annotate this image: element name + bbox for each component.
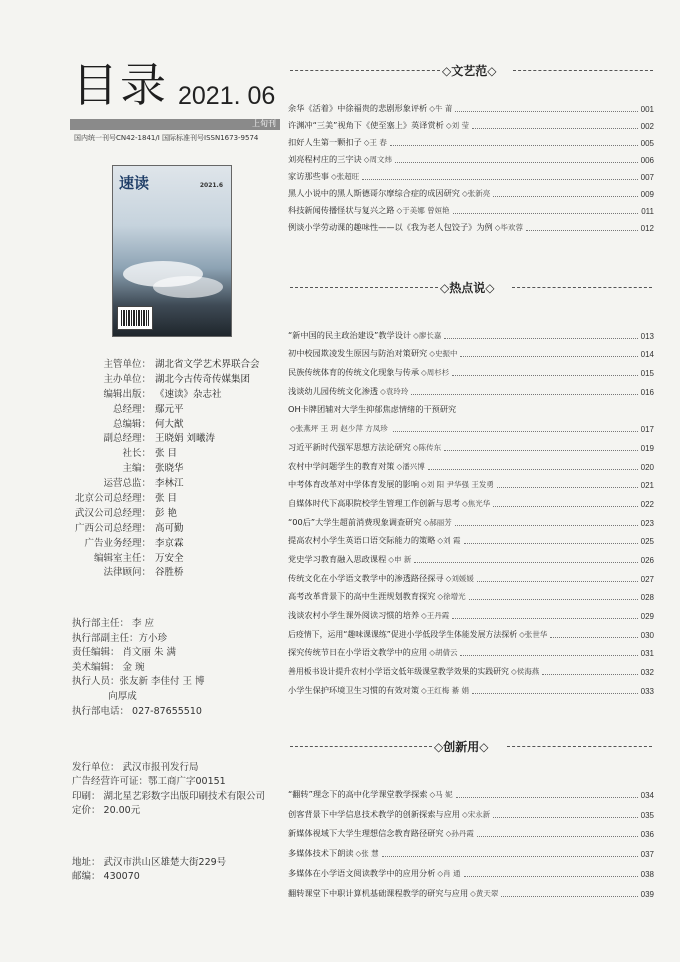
barcode-icon xyxy=(117,306,153,330)
toc-entry[interactable]: 扣好人生第一颗扣子 ◇王 春 005 xyxy=(288,137,654,148)
section-divider xyxy=(290,287,438,288)
toc-entry[interactable]: 传统文化在小学语文教学中的渗透路径探寻 ◇刘媛媛 027 xyxy=(288,572,654,584)
toc-entry[interactable]: 中考体育改革对中学体育发展的影响 ◇刘 阳 尹华强 王发勇 021 xyxy=(288,479,654,491)
toc-entry[interactable]: 科技新闻传播怪状与复兴之路 ◇于美娜 曾姮艳 011 xyxy=(288,205,654,216)
title-bar-label: 上旬刊 xyxy=(252,119,276,128)
toc-entry[interactable]: 许渊冲“三美”视角下《使至塞上》英译赏析 ◇刘 莹 002 xyxy=(288,120,654,131)
toc-entry[interactable]: 创客背景下中学信息技术教学的创新探索与应用 ◇宋永新 035 xyxy=(288,808,654,820)
address-block xyxy=(72,856,302,885)
toc-section-redianshuo xyxy=(288,322,654,696)
issue-number: 2021. 06 xyxy=(178,82,276,110)
toc-entry[interactable]: 浅谈幼儿园传统文化渗透 ◇袁玲玲 016 xyxy=(288,385,654,397)
editor-row: 责任编辑： 肖文丽 朱 满 xyxy=(72,647,177,659)
toc-entry[interactable]: 初中校园欺凌发生原因与防治对策研究 ◇史振中 014 xyxy=(288,348,654,360)
credit-row: 运营总监： 李林江 xyxy=(103,478,184,490)
toc-entry[interactable]: 翻转课堂下中职计算机基础课程教学的研究与应用 ◇黄天翠 039 xyxy=(288,887,654,899)
toc-entry[interactable]: 农村中学问题学生的教育对策 ◇潘兴博 020 xyxy=(288,460,654,472)
toc-entry[interactable]: 浅谈农村小学生课外阅读习惯的培养 ◇王丹霞 029 xyxy=(288,610,654,621)
price: 定价： 20.00元 xyxy=(72,805,141,817)
toc-entry[interactable]: 例谈小学劳动课的趣味性——以《我为老人包饺子》为例 ◇毕欢蓉 012 xyxy=(288,222,654,233)
toc-entry[interactable]: 提高农村小学生英语口语交际能力的策略 ◇刘 霞 025 xyxy=(288,535,654,547)
credit-row: 主编： 张晓华 xyxy=(122,463,184,475)
staff-credits xyxy=(72,358,302,581)
toc-entry[interactable]: 多媒体在小学语文阅读教学中的应用分析 ◇肖 通 038 xyxy=(288,867,654,879)
toc-entry[interactable]: 余华《活着》中徐福贵的悲剧形象评析 ◇牛 莆 001 xyxy=(288,103,654,114)
section-title-chuangxinyong: ◇创新用◇ xyxy=(434,740,489,754)
toc-entry[interactable]: 黑人小说中的黑人斯德哥尔摩综合症的成因研究 ◇张新亮 009 xyxy=(288,188,654,199)
cover-issue: 2021.6 xyxy=(199,182,223,189)
toc-entry[interactable]: 新媒体视域下大学生理想信念教育路径研究 ◇孙丹霞 036 xyxy=(288,828,654,840)
editor-row: 执行部副主任：方小珍 xyxy=(72,632,168,644)
toc-entry[interactable]: 习近平新时代强军思想方法论研究 ◇陈传东 019 xyxy=(288,441,654,453)
address: 地址： 武汉市洪山区雄楚大街229号 xyxy=(72,857,227,868)
editor-phone: 执行部电话： 027-87655510 xyxy=(72,705,202,717)
toc-entry[interactable]: 自媒体时代下高职院校学生管理工作创新与思考 ◇焦光华 022 xyxy=(288,497,654,509)
section-divider xyxy=(512,287,652,288)
toc-entry[interactable]: 后疫情下，运用“趣味课课练”促进小学低段学生体能发展方法探析 ◇张世华 030 xyxy=(288,629,654,640)
toc-entry[interactable]: 家访那些事 ◇张超旺 007 xyxy=(288,171,654,182)
toc-entry[interactable]: 小学生保护环境卫生习惯的有效对策 ◇王红梅 綦 娟 033 xyxy=(288,684,654,696)
section-divider xyxy=(290,70,440,71)
toc-entry[interactable]: “00后”大学生超前消费现象调查研究 ◇郝丽芳 023 xyxy=(288,516,654,528)
credit-row: 总编辑： 何大猷 xyxy=(112,418,184,430)
section-title-wenyifan: ◇文艺范◇ xyxy=(442,64,497,78)
toc-entry[interactable]: 党史学习教育融入思政课程 ◇申 新 026 xyxy=(288,553,654,565)
page-title: 目录 xyxy=(72,58,168,112)
credit-row: 北京公司总经理： 张 目 xyxy=(74,493,178,505)
section-divider xyxy=(290,746,432,747)
toc-entry[interactable]: “新中国的民主政治建设”教学设计 ◇廖长嘉 013 xyxy=(288,329,654,341)
toc-entry[interactable]: 高考改革背景下的高中生涯规划教育探究 ◇徐增光 028 xyxy=(288,591,654,603)
credit-row: 编辑出版： 《速读》杂志社 xyxy=(103,388,222,400)
publisher-row: 广告经营许可证：鄂工商广字00151 xyxy=(72,776,226,788)
credit-row: 副总经理： 王晓娟 刘曦涛 xyxy=(103,433,216,445)
toc-entry[interactable]: OH卡牌团辅对大学生抑郁焦虑情绪的干预研究 xyxy=(288,404,457,415)
section-divider xyxy=(513,70,653,71)
credit-row: 法律顾问： 谷胜桥 xyxy=(103,567,184,579)
toc-entry[interactable]: 善用板书设计提升农村小学语文低年级课堂教学效果的实践研究 ◇侯海燕 032 xyxy=(288,667,654,678)
toc-entry[interactable]: 探究传统节日在小学语文教学中的应用 ◇胡倩云 031 xyxy=(288,647,654,659)
editor-row: 执行人员：张友新 李佳付 王 博 xyxy=(72,676,205,688)
editor-row: 向厚成 xyxy=(72,690,137,702)
credit-row: 广告业务经理： 李京霖 xyxy=(84,537,184,549)
credit-row: 主办单位： 湖北今古传奇传媒集团 xyxy=(103,373,251,385)
credit-row: 总经理： 鄢元平 xyxy=(112,403,184,415)
postcode: 邮编： 430070 xyxy=(72,871,140,883)
editors-block xyxy=(72,617,302,719)
toc-section-wenyifan xyxy=(288,97,654,233)
toc-entry[interactable]: 民族传统体育的传统文化现象与传承 ◇周杉杉 015 xyxy=(288,367,654,379)
toc-entry[interactable]: 多媒体技术下朗读 ◇张 慧 037 xyxy=(288,848,654,860)
toc-section-chuangxinyong xyxy=(288,780,654,899)
cover-logo: 速读 xyxy=(119,174,150,192)
publisher-row: 发行单位： 武汉市报刊发行局 xyxy=(72,762,199,773)
credit-row: 主管单位： 湖北省文学艺术界联合会 xyxy=(103,359,260,370)
editor-row: 美术编辑： 金 琬 xyxy=(72,661,145,673)
editor-row: 执行部主任： 李 应 xyxy=(72,618,155,629)
toc-entry-continued[interactable]: ◇张燕坪 王 玥 赵少萍 方凤珍 017 xyxy=(290,424,654,435)
cover-cloud xyxy=(153,276,223,298)
credit-row: 武汉公司总经理： 彭 艳 xyxy=(74,507,178,519)
credit-row: 社长： 张 目 xyxy=(122,448,178,460)
toc-entry[interactable]: “翻转”理念下的高中化学课堂教学探索 ◇马 妮 034 xyxy=(288,788,654,800)
credit-row: 编辑室主任： 万安全 xyxy=(93,552,184,564)
publisher-block xyxy=(72,761,302,819)
title-bar xyxy=(70,119,280,130)
section-divider xyxy=(507,746,652,747)
issn-line: 国内统一刊号CN42-1841/I 国际标准刊号ISSN1673-9574 xyxy=(74,134,259,142)
publisher-row: 印刷： 湖北星艺彩数字出版印刷技术有限公司 xyxy=(72,790,266,802)
section-title-redianshuo: ◇热点说◇ xyxy=(440,281,495,295)
toc-entry[interactable]: 刘亮程村庄的三字诀 ◇周文炜 006 xyxy=(288,154,654,165)
cover-image xyxy=(112,165,232,337)
credit-row: 广西公司总经理： 高可勤 xyxy=(74,522,184,534)
